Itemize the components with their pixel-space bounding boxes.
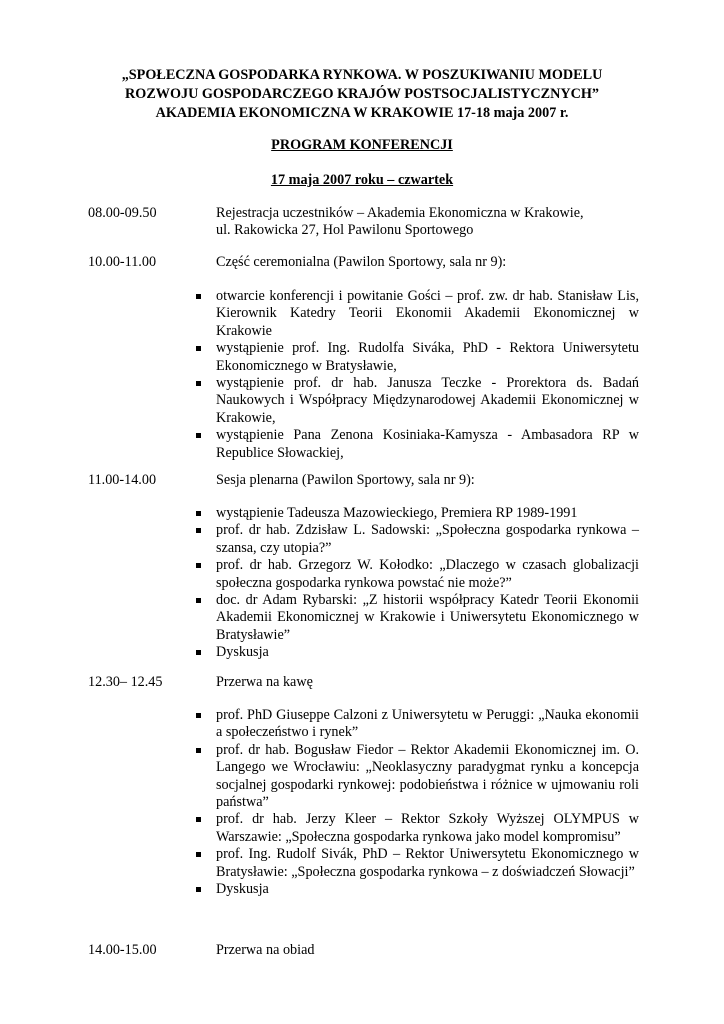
list-item: prof. dr hab. Zdzisław L. Sadowski: „Społeczna gospodarka rynkowa – szansa, czy utopia?” <box>196 522 639 557</box>
bullet-icon <box>196 346 201 351</box>
session-items-list <box>196 707 639 898</box>
list-item: prof. dr hab. Bogusław Fiedor – Rektor Akademii Ekonomicznej im. O. Langego we Wrocławiu: „Neoklasyczny paradygmat rynku a koncepcja socjalnej gospodarki rynkowej: podobieństwa i różnice w ujmowaniu roli państwa” <box>196 742 639 812</box>
bullet-icon <box>196 817 201 822</box>
session-items-list <box>196 288 639 462</box>
session-time: 11.00-14.00 <box>88 472 157 488</box>
session-time: 14.00-15.00 <box>88 942 157 958</box>
title-line: AKADEMIA EKONOMICZNA W KRAKOWIE 17-18 maja 2007 r. <box>155 105 569 121</box>
session-time: 10.00-11.00 <box>88 254 157 270</box>
bullet-icon <box>196 748 201 753</box>
bullet-icon <box>196 511 201 516</box>
title-line: ROZWOJU GOSPODARCZEGO KRAJÓW POSTSOCJALISTYCZNYCH” <box>125 86 599 102</box>
session-title: Przerwa na kawę <box>216 674 313 690</box>
list-item: wystąpienie Pana Zenona Kosiniaka-Kamysza - Ambasadora RP w Republice Słowackiej, <box>196 427 639 462</box>
list-item: prof. Ing. Rudolf Sivák, PhD – Rektor Uniwersytetu Ekonomicznego w Bratysławie: „Społeczna gospodarka rynkowa – z doświadczeń Słowacji” <box>196 846 639 881</box>
list-item: otwarcie konferencji i powitanie Gości – prof. zw. dr hab. Stanisław Lis, Kierownik Katedry Teorii Ekonomii Akademii Ekonomicznej w Krakowie <box>196 288 639 340</box>
list-item: Dyskusja <box>196 644 639 661</box>
bullet-icon <box>196 852 201 857</box>
session-title: Część ceremonialna (Pawilon Sportowy, sala nr 9): <box>216 254 507 270</box>
bullet-icon <box>196 563 201 568</box>
session-title: Rejestracja uczestników – Akademia Ekonomiczna w Krakowie, ul. Rakowicka 27, Hol Pawilonu Sportowego <box>216 205 584 238</box>
title-line: „SPOŁECZNA GOSPODARKA RYNKOWA. W POSZUKIWANIU MODELU <box>121 67 603 83</box>
program-heading: PROGRAM KONFERENCJI <box>271 137 453 153</box>
list-item: doc. dr Adam Rybarski: „Z historii współpracy Katedr Teorii Ekonomii Akademii Ekonomicznej w Krakowie i Uniwersytetu Ekonomicznego w Bratysławie” <box>196 592 639 644</box>
list-item: wystąpienie Tadeusza Mazowieckiego, Premiera RP 1989-1991 <box>196 505 639 522</box>
list-item: prof. dr hab. Jerzy Kleer – Rektor Szkoły Wyższej OLYMPUS w Warszawie: „Społeczna gospodarka rynkowa jako model kompromisu” <box>196 811 639 846</box>
bullet-icon <box>196 433 201 438</box>
session-items-list <box>196 505 639 662</box>
bullet-icon <box>196 381 201 386</box>
session-title: Przerwa na obiad <box>216 942 315 958</box>
bullet-icon <box>196 887 201 892</box>
session-title: Sesja plenarna (Pawilon Sportowy, sala nr 9): <box>216 472 475 488</box>
conference-title <box>60 66 664 123</box>
list-item: prof. PhD Giuseppe Calzoni z Uniwersytetu w Peruggi: „Nauka ekonomii a społeczeństwo i rynek” <box>196 707 639 742</box>
day-heading: 17 maja 2007 roku – czwartek <box>270 172 454 188</box>
bullet-icon <box>196 650 201 655</box>
list-item: wystąpienie prof. dr hab. Janusza Teczke - Prorektora ds. Badań Naukowych i Współpracy Międzynarodowej Akademii Ekonomicznej w Krakowie, <box>196 375 639 427</box>
bullet-icon <box>196 598 201 603</box>
bullet-icon <box>196 713 201 718</box>
bullet-icon <box>196 528 201 533</box>
session-time: 08.00-09.50 <box>88 205 157 221</box>
list-item: prof. dr hab. Grzegorz W. Kołodko: „Dlaczego w czasach globalizacji społeczna gospodarka rynkowa powstać nie może?” <box>196 557 639 592</box>
list-item: Dyskusja <box>196 881 639 898</box>
bullet-icon <box>196 294 201 299</box>
session-time: 12.30– 12.45 <box>88 674 163 690</box>
list-item: wystąpienie prof. Ing. Rudolfa Siváka, PhD - Rektora Uniwersytetu Ekonomicznego w Bratysławie, <box>196 340 639 375</box>
